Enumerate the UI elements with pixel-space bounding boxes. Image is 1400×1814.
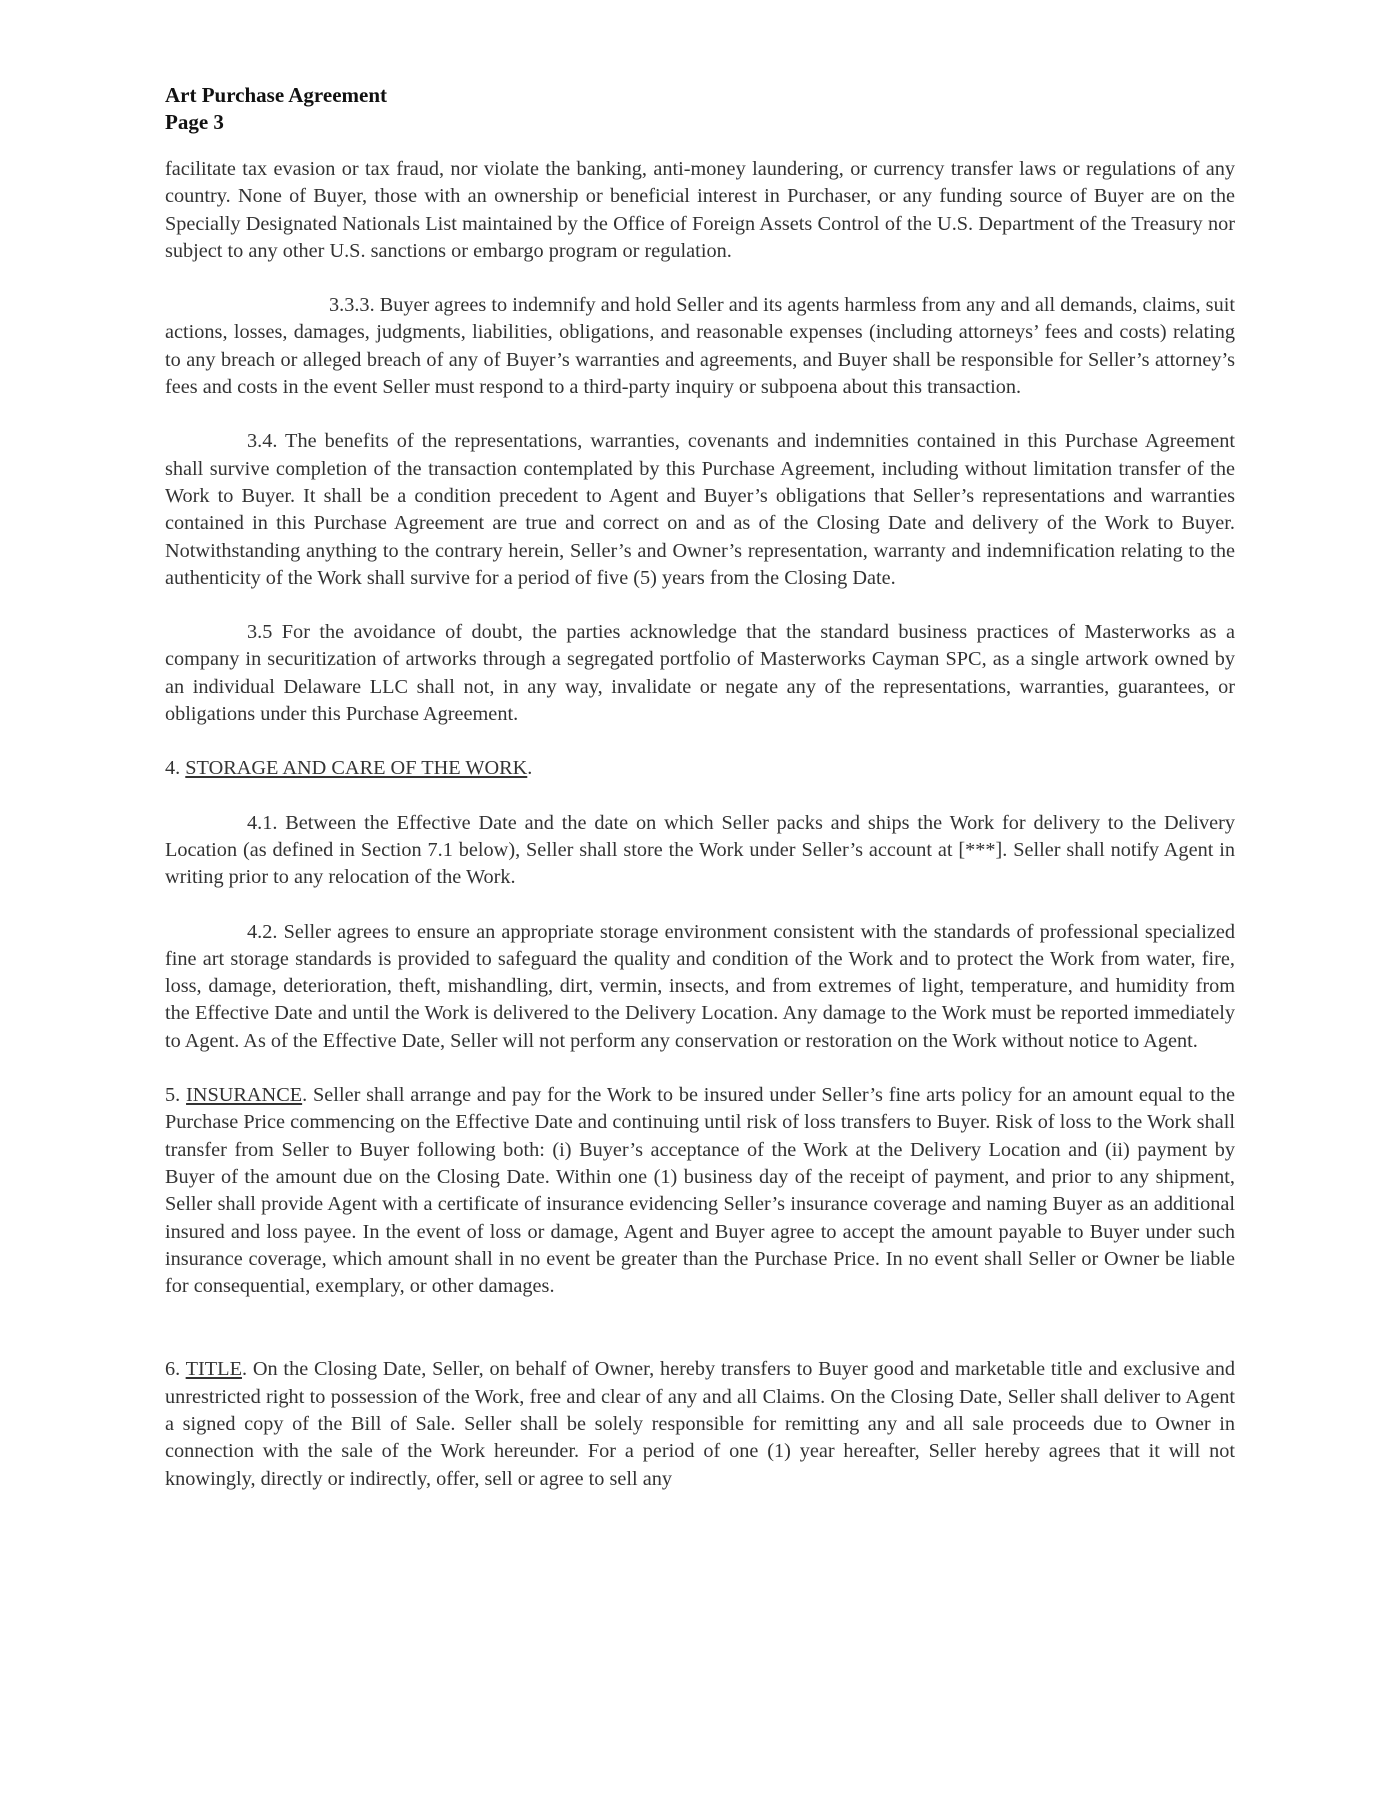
- section-4-number: 4.: [165, 757, 186, 780]
- section-5-paragraph: [165, 1082, 1235, 1300]
- paragraph-4-1: 4.1. Between the Effective Date and the date on which Seller packs and ships the Work for delivery to the Delivery Location (as defined in Section 7.1 below), Seller shall store the Work under Seller’s account at [***]. Seller shall notify Agent in writing prior to any relocation of the Work.: [165, 811, 1235, 889]
- section-5-title: INSURANCE: [186, 1084, 303, 1107]
- paragraph-3-3-3: 3.3.3. Buyer agrees to indemnify and hold Seller and its agents harmless from any and all demands, claims, suit actions, losses, damages, judgments, liabilities, obligations, and reasonable expenses (including attorneys’ fees and costs) relating to any breach or alleged breach of any of Buyer’s warranties and agreements, and Buyer shall be responsible for Seller’s attorney’s fees and costs in the event Seller must respond to a third-party inquiry or subpoena about this transaction.: [165, 294, 1235, 399]
- section-4-period: .: [527, 757, 533, 780]
- page-number: Page 3: [165, 110, 224, 134]
- paragraph-3-3-2-continuation: facilitate tax evasion or tax fraud, nor violate the banking, anti-money laundering, or currency transfer laws or regulations of any country. None of Buyer, those with an ownership or beneficial interest in Purchaser, or any funding source of Buyer are on the Specially Designated Nationals List maintained by the Office of Foreign Assets Control of the U.S. Department of the Treasury nor subject to any other U.S. sanctions or embargo program or regulation.: [165, 158, 1235, 262]
- document-title: Art Purchase Agreement: [165, 83, 387, 107]
- paragraph-4-2: 4.2. Seller agrees to ensure an appropriate storage environment consistent with the standards of professional specialized fine art storage standards is provided to safeguard the quality and condition of the Work and to protect the Work from water, fire, loss, damage, deterioration, theft, mishandling, dirt, vermin, insects, and from extremes of light, temperature, and humidity from the Effective Date and until the Work is delivered to the Delivery Location. Any damage to the Work must be reported immediately to Agent. As of the Effective Date, Seller will not perform any conservation or restoration on the Work without notice to Agent.: [165, 920, 1235, 1052]
- section-6-paragraph: [165, 1356, 1235, 1492]
- section-6-number: 6.: [165, 1358, 186, 1381]
- section-4-title: STORAGE AND CARE OF THE WORK: [185, 757, 528, 780]
- document-page: [165, 82, 1235, 1520]
- section-5-text: . Seller shall arrange and pay for the Work to be insured under Seller’s fine arts policy for an amount equal to the Purchase Price commencing on the Effective Date and continuing until risk of loss transfers to Buyer. Risk of loss to the Work shall transfer from Seller to Buyer following both: (i) Buyer’s acceptance of the Work at the Delivery Location and (ii) payment by Buyer of the amount due on the Closing Date. Within one (1) business day of the receipt of payment, and prior to any shipment, Seller shall provide Agent with a certificate of insurance evidencing Seller’s insurance coverage and naming Buyer as an additional insured and loss payee. In the event of loss or damage, Agent and Buyer agree to accept the amount payable to Buyer under such insurance coverage, which amount shall in no event be greater than the Purchase Price. In no event shall Seller or Owner be liable for consequential, exemplary, or other damages.: [165, 1084, 1235, 1298]
- paragraph-3-4: 3.4. The benefits of the representations, warranties, covenants and indemnities contained in this Purchase Agreement shall survive completion of the transaction contemplated by this Purchase Agreement, including without limitation transfer of the Work to Buyer. It shall be a condition precedent to Agent and Buyer’s obligations that Seller’s representations and warranties contained in this Purchase Agreement are true and correct on and as of the Closing Date and delivery of the Work to Buyer. Notwithstanding anything to the contrary herein, Seller’s and Owner’s representation, warranty and indemnification relating to the authenticity of the Work shall survive for a period of five (5) years from the Closing Date.: [165, 430, 1235, 589]
- paragraph-3-5: 3.5 For the avoidance of doubt, the parties acknowledge that the standard business practices of Masterworks as a company in securitization of artworks through a segregated portfolio of Masterworks Cayman SPC, as a single artwork owned by an individual Delaware LLC shall not, in any way, invalidate or negate any of the representations, warranties, guarantees, or obligations under this Purchase Agreement.: [165, 621, 1235, 726]
- section-6-title: TITLE: [185, 1358, 242, 1381]
- document-header: [165, 82, 1235, 136]
- section-5-number: 5.: [165, 1084, 187, 1107]
- section-6-text: . On the Closing Date, Seller, on behalf of Owner, hereby transfers to Buyer good and marketable title and exclusive and unrestricted right to possession of the Work, free and clear of any and all Claims. On the Closing Date, Seller shall deliver to Agent a signed copy of the Bill of Sale. Seller shall be solely responsible for remitting any and all sale proceeds due to Owner in connection with the sale of the Work hereunder. For a period of one (1) year hereafter, Seller hereby agrees that it will not knowingly, directly or indirectly, offer, sell or agree to sell any: [165, 1358, 1235, 1490]
- section-4-heading: [165, 755, 1235, 782]
